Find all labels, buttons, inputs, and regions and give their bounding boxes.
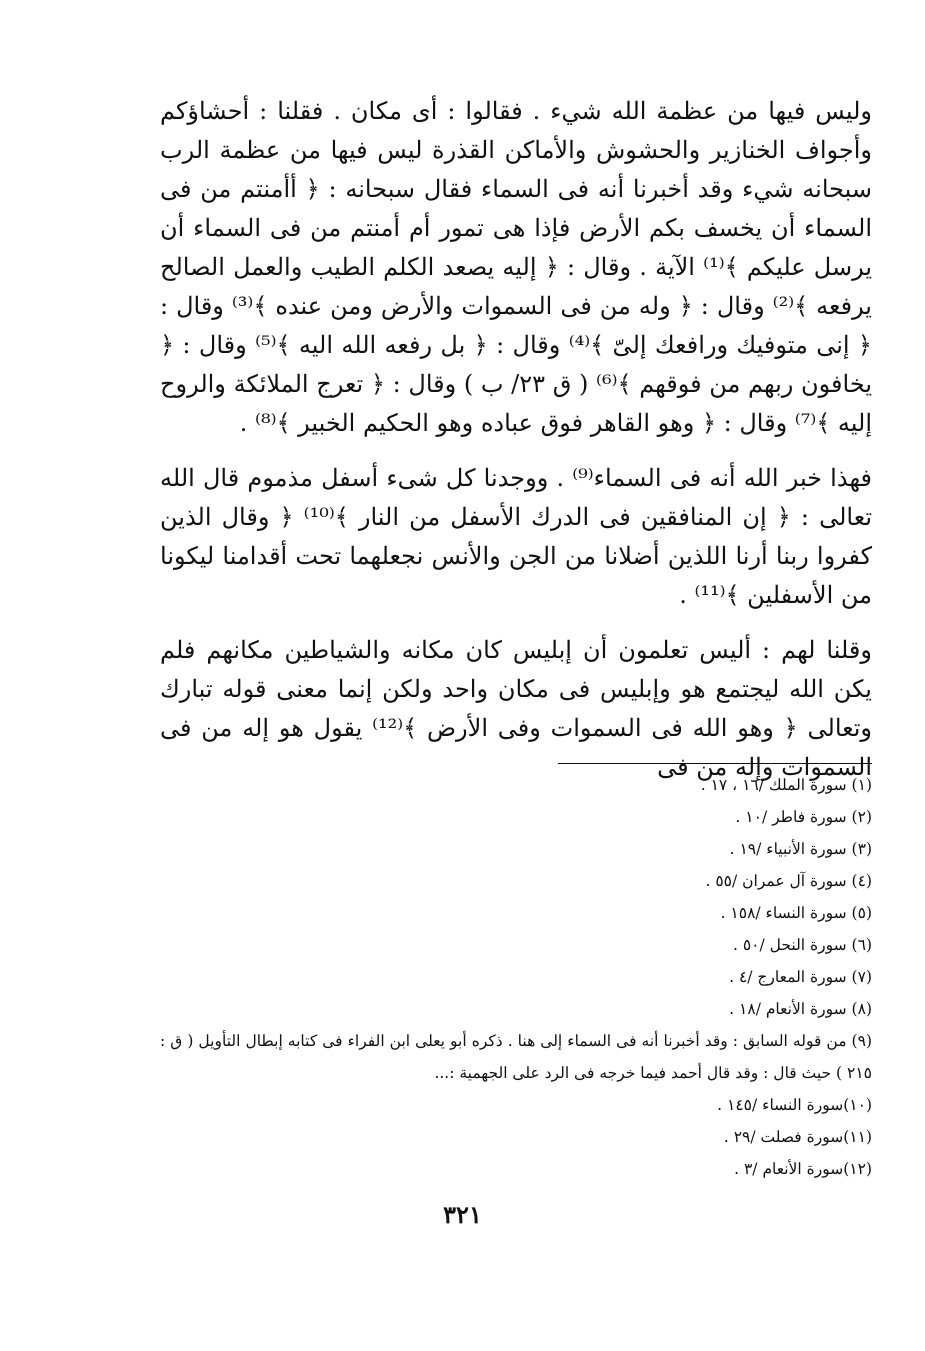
footnote-5: (٥) سورة النساء /١٥٨ . xyxy=(720,904,872,922)
footnote-4: (٤) سورة آل عمران /٥٥ . xyxy=(705,872,872,890)
footnote-6: (٦) سورة النحل /٥٠ . xyxy=(732,936,872,954)
footnote-10: (١٠)سورة النساء /١٤٥ . xyxy=(717,1096,872,1114)
footnote-8: (٨) سورة الأنعام /١٨ . xyxy=(729,1000,872,1018)
paragraph-2: فهذا خبر الله أنه فى السماء⁽⁹⁾ . ووجدنا كل شىء أسفل مذموم قال الله تعالى : ﴿ إن المنافقين فى الدرك الأسفل من النار ﴾⁽¹⁰⁾ ﴿ وقال الذين كفروا ربنا أرنا اللذين أضلانا من الجن والأنس نجعلهما تحت أقدامنا ليكونا من الأسفلين ﴾⁽¹¹⁾ . xyxy=(160,464,872,609)
page-number: ٣٢١ xyxy=(443,1200,482,1229)
footnote-divider xyxy=(558,763,872,764)
main-text xyxy=(160,92,872,787)
paragraph-1: وليس فيها من عظمة الله شيء . فقالوا : أى مكان . فقلنا : أحشاؤكم وأجواف الخنازير والحشوش والأماكن القذرة ليس فيها من عظمة الرب سبحانه شيء وقد أخبرنا أنه فى السماء فقال سبحانه : ﴿ أأمنتم من فى السماء أن يخسف بكم الأرض فإذا هى تمور أم أمنتم من فى السماء أن يرسل عليكم ﴾⁽¹⁾ الآية . وقال : ﴿ إليه يصعد الكلم الطيب والعمل الصالح يرفعه ﴾⁽²⁾ وقال : ﴿ وله من فى السموات والأرض ومن عنده ﴾⁽³⁾ وقال : ﴿ إنى متوفيك ورافعك إلىّ ﴾⁽⁴⁾ وقال : ﴿ بل رفعه الله اليه ﴾⁽⁵⁾ وقال : ﴿ يخافون ربهم من فوقهم ﴾⁽⁶⁾ ( ق ٢٣/ ب ) وقال : ﴿ تعرج الملائكة والروح إليه ﴾⁽⁷⁾ وقال : ﴿ وهو القاهر فوق عباده وهو الحكيم الخبير ﴾⁽⁸⁾ . xyxy=(160,97,872,437)
footnote-7: (٧) سورة المعارج /٤ . xyxy=(729,968,872,986)
footnote-9: (٩) من قوله السابق : وقد أخبرنا أنه فى السماء إلى هنا . ذكره أبو يعلى ابن الفراء فى كتابه إبطال التأويل ( ق : ٢١٥ ) حيث قال : وقد قال أحمد فيما خرجه فى الرد على الجهمية :... xyxy=(160,1032,872,1082)
paragraph-3: وقلنا لهم : أليس تعلمون أن إبليس كان مكانه والشياطين مكانهم فلم يكن الله ليجتمع هو وإبليس فى مكان واحد ولكن إنما معنى قوله تبارك وتعالى ﴿ وهو الله فى السموات وفى الأرض ﴾⁽¹²⁾ يقول هو إله من فى السموات وإله من فى xyxy=(160,636,872,781)
footnotes xyxy=(160,769,872,1185)
footnote-12: (١٢)سورة الأنعام /٣ . xyxy=(734,1160,872,1178)
footnote-11: (١١)سورة فصلت /٢٩ . xyxy=(723,1128,872,1146)
footnote-3: (٣) سورة الأنبياء /١٩ . xyxy=(729,840,872,858)
footnote-1: (١) سورة الملك /١٦ ، ١٧ . xyxy=(700,776,872,794)
footnote-2: (٢) سورة فاطر /١٠ . xyxy=(735,808,872,826)
